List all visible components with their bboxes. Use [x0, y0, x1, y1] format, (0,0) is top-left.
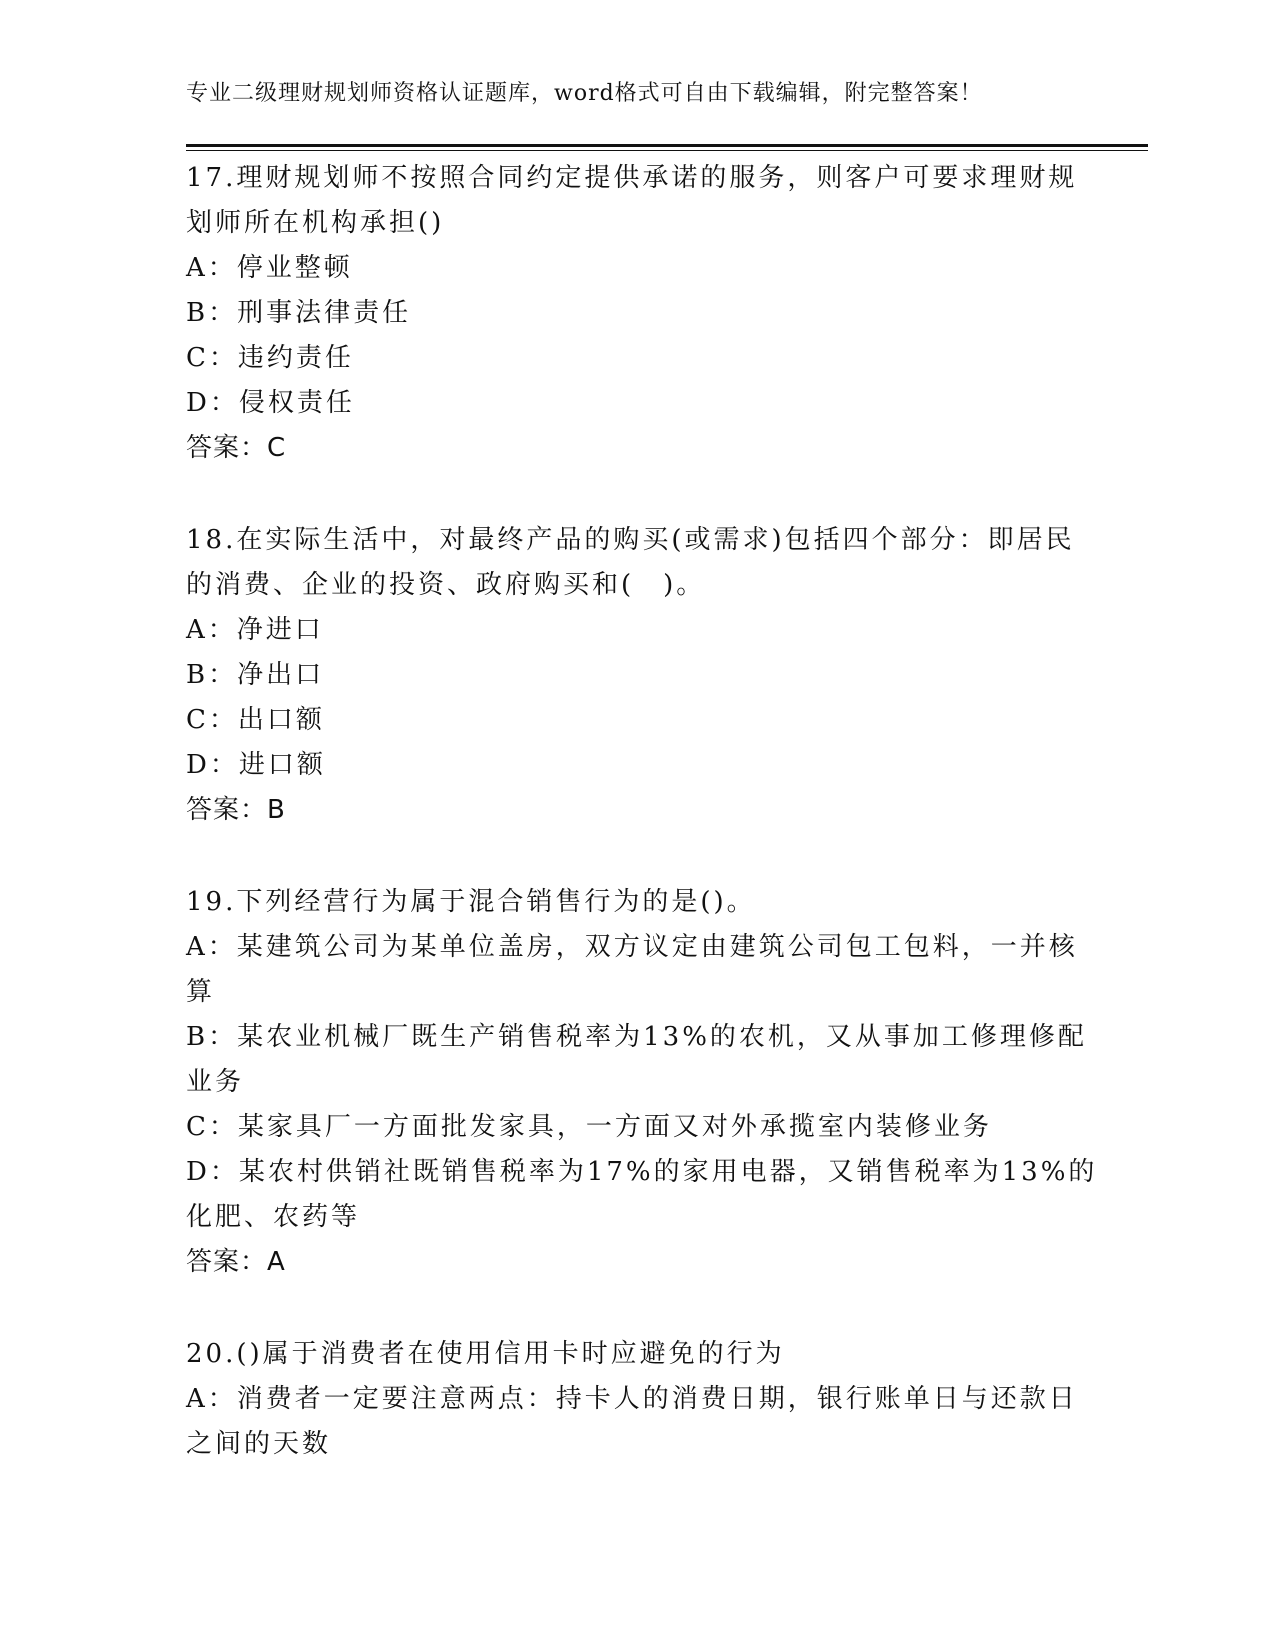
option-a: A：消费者一定要注意两点：持卡人的消费日期，银行账单日与还款日 [186, 1384, 1078, 1414]
header-rule-thick [186, 144, 1148, 147]
answer-line: 答案：B [186, 795, 286, 825]
question-20 [186, 1332, 1086, 1467]
answer-line: 答案：A [186, 1247, 286, 1277]
option-c: C：某家具厂一方面批发家具，一方面又对外承揽室内装修业务 [186, 1112, 992, 1142]
question-stem-line: 18.在实际生活中，对最终产品的购买(或需求)包括四个部分：即居民 [186, 525, 1075, 555]
option-a-continued: 算 [186, 977, 216, 1007]
option-d-continued: 化肥、农药等 [186, 1202, 361, 1232]
question-stem-line: 划师所在机构承担() [186, 208, 445, 238]
option-b: B：刑事法律责任 [186, 298, 412, 328]
option-b-continued: 业务 [186, 1067, 245, 1097]
question-list [186, 156, 1098, 1467]
option-a: A：净进口 [186, 615, 324, 645]
question-18 [186, 518, 1086, 833]
option-c: C：违约责任 [186, 343, 354, 373]
header-rule-thin [186, 150, 1148, 151]
spacer [186, 833, 1086, 880]
option-d: D：侵权责任 [186, 388, 355, 418]
option-a: A：某建筑公司为某单位盖房，双方议定由建筑公司包工包料，一并核 [186, 932, 1078, 962]
question-stem-line: 的消费、企业的投资、政府购买和( )。 [186, 570, 706, 600]
option-a: A：停业整顿 [186, 253, 353, 283]
page-header: 专业二级理财规划师资格认证题库，word格式可自由下载编辑，附完整答案！ [186, 81, 983, 106]
option-b: B：某农业机械厂既生产销售税率为13%的农机，又从事加工修理修配 [186, 1022, 1087, 1052]
question-stem-line: 20.()属于消费者在使用信用卡时应避免的行为 [186, 1339, 785, 1369]
question-17 [186, 156, 1086, 471]
answer-line: 答案：C [186, 433, 287, 463]
option-b: B：净出口 [186, 660, 325, 690]
spacer [186, 1285, 1086, 1332]
question-stem-line: 17.理财规划师不按照合同约定提供承诺的服务，则客户可要求理财规 [186, 163, 1078, 193]
question-19 [186, 880, 1098, 1285]
option-a-continued: 之间的天数 [186, 1429, 332, 1459]
spacer [186, 471, 1086, 518]
question-stem-line: 19.下列经营行为属于混合销售行为的是()。 [186, 887, 756, 917]
option-d: D：某农村供销社既销售税率为17%的家用电器，又销售税率为13%的 [186, 1157, 1098, 1187]
option-d: D：进口额 [186, 750, 326, 780]
option-c: C：出口额 [186, 705, 325, 735]
